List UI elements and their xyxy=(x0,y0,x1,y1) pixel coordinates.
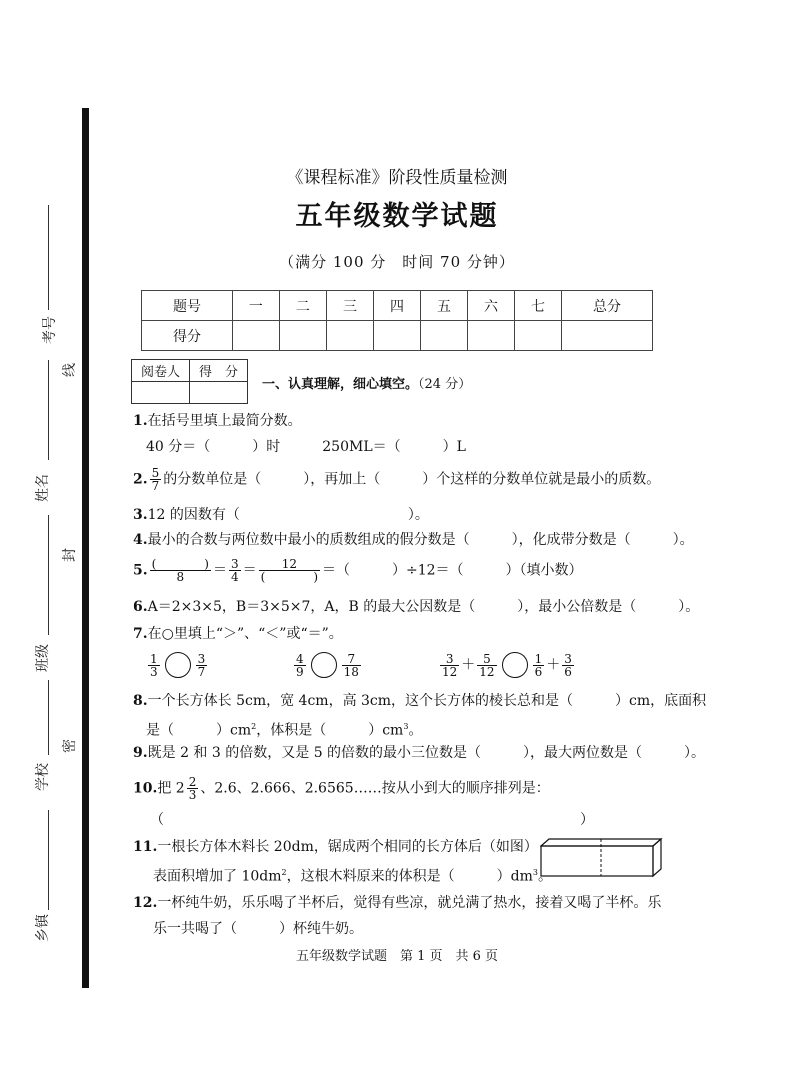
score-input-cell[interactable] xyxy=(562,321,653,351)
fraction-denominator: 4 xyxy=(231,570,239,584)
fraction xyxy=(148,653,160,678)
xingming-line xyxy=(48,360,49,460)
question-text: 12 的因数有（ ）。 xyxy=(147,507,429,523)
score-table xyxy=(141,290,653,351)
xiangzhen-line xyxy=(48,810,49,910)
fraction-denominator: 3 xyxy=(188,788,197,802)
answer-close-paren: ） xyxy=(580,812,594,828)
question-number: 5. xyxy=(133,562,148,579)
question-number: 1. xyxy=(133,413,148,429)
score-cell: 一 xyxy=(232,291,279,321)
question-text: 一根长方体木料长 20dm，锯成两个相同的长方体后（如图） xyxy=(157,839,538,855)
score-cell: 六 xyxy=(467,291,514,321)
fraction-denominator: 7 xyxy=(197,664,206,679)
question-text: 表面积增加了 10dm xyxy=(153,868,282,885)
question-text: 把 2 xyxy=(157,780,185,797)
grader-input-cell[interactable] xyxy=(132,382,190,404)
question-number: 12. xyxy=(133,895,158,911)
fraction-numerator: ( ) xyxy=(151,557,209,571)
banji-label: 班级 xyxy=(35,644,51,672)
kaohao-label: 考号 xyxy=(42,316,58,344)
fraction-denominator: 12 xyxy=(479,664,495,679)
grader-table xyxy=(131,359,248,404)
superscript: 3 xyxy=(403,722,409,731)
score-input-cell[interactable] xyxy=(326,321,373,351)
score-cell: 三 xyxy=(326,291,373,321)
question-number: 9. xyxy=(133,745,148,761)
compare-c xyxy=(438,652,576,678)
xuexiao-line xyxy=(48,680,49,755)
fraction-denominator: 7 xyxy=(151,479,160,493)
compare-circle[interactable] xyxy=(311,652,337,678)
question-5 xyxy=(133,558,583,583)
fraction-numerator: 3 xyxy=(197,651,206,666)
question-number: 11. xyxy=(133,839,158,855)
question-text: 是（ ）cm xyxy=(146,722,252,739)
question-1-blanks: 40 分＝（ ）时 250ML＝（ ）L xyxy=(146,439,466,455)
score-cell: 题号 xyxy=(142,291,233,321)
section-points: （24 分） xyxy=(418,377,472,392)
question-text: A＝2×3×5，B＝3×5×7，A，B 的最大公因数是（ ），最小公倍数是（ ）。 xyxy=(147,599,700,615)
banji-line xyxy=(48,515,49,635)
score-cell: 七 xyxy=(515,291,562,321)
equals-sign: ＝ xyxy=(213,562,227,579)
fraction-denominator: 6 xyxy=(564,664,572,679)
exam-subtitle: 《课程标准》阶段性质量检测 xyxy=(286,168,508,188)
superscript: 2 xyxy=(251,722,257,731)
compare-circle[interactable] xyxy=(502,652,528,678)
question-11 xyxy=(133,838,538,856)
grader-score-label: 得 分 xyxy=(190,360,248,382)
question-8 xyxy=(133,692,706,710)
fraction-denominator: ( ) xyxy=(260,570,319,584)
question-8-line2 xyxy=(146,718,422,740)
score-table-header-row xyxy=(142,291,653,321)
question-number: 10. xyxy=(133,780,158,797)
question-text: ＝（ ）÷12＝（ ）（填小数） xyxy=(322,562,583,579)
fraction xyxy=(533,653,545,678)
section-heading xyxy=(262,373,471,392)
compare-a xyxy=(146,652,209,678)
fraction xyxy=(150,467,162,492)
fraction-denominator: 6 xyxy=(534,664,543,679)
cuboid-diagram xyxy=(540,838,665,878)
xingming-label: 姓名 xyxy=(35,474,51,502)
fraction-numerator: 3 xyxy=(231,557,239,571)
fraction xyxy=(196,653,208,678)
page-footer: 五年级数学试题 第 1 页 共 6 页 xyxy=(295,949,499,964)
fraction xyxy=(150,558,211,583)
fraction xyxy=(187,776,199,801)
fraction-numerator: 5 xyxy=(151,466,160,480)
score-input-cell[interactable] xyxy=(232,321,279,351)
fraction-numerator: 7 xyxy=(342,653,361,666)
question-text: 在○里填上“＞”、“＜”或“＝”。 xyxy=(147,626,343,642)
question-1 xyxy=(133,412,302,430)
question-text: 一个长方体长 5cm，宽 4cm，高 3cm，这个长方体的棱长总和是（ ）cm，底面积 xyxy=(147,693,707,709)
question-text: 。 xyxy=(537,868,552,885)
score-input-cell[interactable] xyxy=(420,321,467,351)
section-title: 一、认真理解，细心填空。 xyxy=(262,377,419,392)
question-10 xyxy=(133,776,550,801)
feng-label: 封 xyxy=(62,548,78,562)
question-number: 8. xyxy=(133,693,148,709)
score-cell: 总分 xyxy=(562,291,653,321)
question-number: 4. xyxy=(133,532,148,548)
fraction-numerator: 3 xyxy=(564,651,572,666)
fraction-numerator: 2 xyxy=(188,775,197,789)
answer-open-paren: （ xyxy=(150,812,164,828)
xian-label: 线 xyxy=(62,363,78,377)
question-4 xyxy=(133,531,694,549)
question-7 xyxy=(133,625,343,643)
score-table-score-row xyxy=(142,321,653,351)
superscript: 3 xyxy=(532,868,538,877)
fraction-numerator: 5 xyxy=(477,653,496,666)
plus-sign: ＋ xyxy=(461,657,476,673)
question-number: 3. xyxy=(133,507,148,523)
score-cell: 五 xyxy=(420,291,467,321)
question-12-line2: 乐一共喝了（ ）杯纯牛奶。 xyxy=(153,921,363,937)
fraction-numerator: 4 xyxy=(296,651,304,666)
question-text: 一杯纯牛奶，乐乐喝了半杯后，觉得有些凉，就兑满了热水，接着又喝了半杯。乐 xyxy=(157,895,662,911)
question-9 xyxy=(133,744,705,762)
xuexiao-label: 学校 xyxy=(35,763,51,791)
fraction-denominator: 9 xyxy=(296,664,304,679)
compare-circle[interactable] xyxy=(165,652,191,678)
question-12 xyxy=(133,894,661,912)
fraction xyxy=(477,653,496,678)
fraction xyxy=(342,653,361,678)
question-text: 的分数单位是（ ），再加上（ ）个这样的分数单位就是最小的质数。 xyxy=(163,471,661,488)
compare-b xyxy=(292,652,363,678)
question-text: ，这根木料原来的体积是（ ）dm xyxy=(286,868,533,885)
score-input-cell[interactable] xyxy=(279,321,326,351)
fraction-numerator: 1 xyxy=(534,651,543,666)
question-text: 在括号里填上最简分数。 xyxy=(147,413,302,429)
question-number: 7. xyxy=(133,626,148,642)
mi-label: 密 xyxy=(62,739,78,753)
question-number: 6. xyxy=(133,599,148,615)
score-input-cell[interactable] xyxy=(467,321,514,351)
question-text: ，体积是（ ）cm xyxy=(256,722,404,739)
grader-score-input-cell[interactable] xyxy=(190,382,248,404)
fraction-denominator: 18 xyxy=(343,664,359,679)
fraction xyxy=(229,558,241,583)
score-cell: 二 xyxy=(279,291,326,321)
question-2 xyxy=(133,467,660,492)
score-input-cell[interactable] xyxy=(515,321,562,351)
fraction xyxy=(440,653,459,678)
fraction xyxy=(562,653,574,678)
score-input-cell[interactable] xyxy=(373,321,420,351)
question-11-line2 xyxy=(153,864,552,886)
question-text: 、2.6、2.666、2.6565……按从小到大的顺序排列是： xyxy=(200,780,550,797)
fraction xyxy=(294,653,306,678)
question-text: 最小的合数与两位数中最小的质数组成的假分数是（ ），化成带分数是（ ）。 xyxy=(147,532,694,548)
fraction xyxy=(259,558,320,583)
plus-sign: ＋ xyxy=(546,657,561,673)
score-row-label: 得分 xyxy=(142,321,233,351)
grader-label: 阅卷人 xyxy=(132,360,190,382)
fraction-denominator: 3 xyxy=(150,664,158,679)
exam-info: （满分 100 分 时间 70 分钟） xyxy=(279,253,515,271)
question-number: 2. xyxy=(133,471,148,488)
exam-title: 五年级数学试题 xyxy=(295,201,499,232)
fraction-numerator: 1 xyxy=(150,651,158,666)
fraction-numerator: 3 xyxy=(440,653,459,666)
question-text: 。 xyxy=(408,722,423,739)
fraction-denominator: 12 xyxy=(442,664,458,679)
fraction-numerator: 12 xyxy=(259,558,320,571)
score-cell: 四 xyxy=(373,291,420,321)
equals-sign: ＝ xyxy=(242,562,257,579)
superscript: 2 xyxy=(281,868,287,877)
question-3 xyxy=(133,506,429,524)
question-text: 既是 2 和 3 的倍数，又是 5 的倍数的最小三位数是（ ），最大两位数是（ ）。 xyxy=(147,745,706,761)
fraction-denominator: 8 xyxy=(176,570,185,584)
xiangzhen-label: 乡镇 xyxy=(35,914,51,942)
binding-bar xyxy=(82,108,89,988)
question-6 xyxy=(133,598,699,616)
